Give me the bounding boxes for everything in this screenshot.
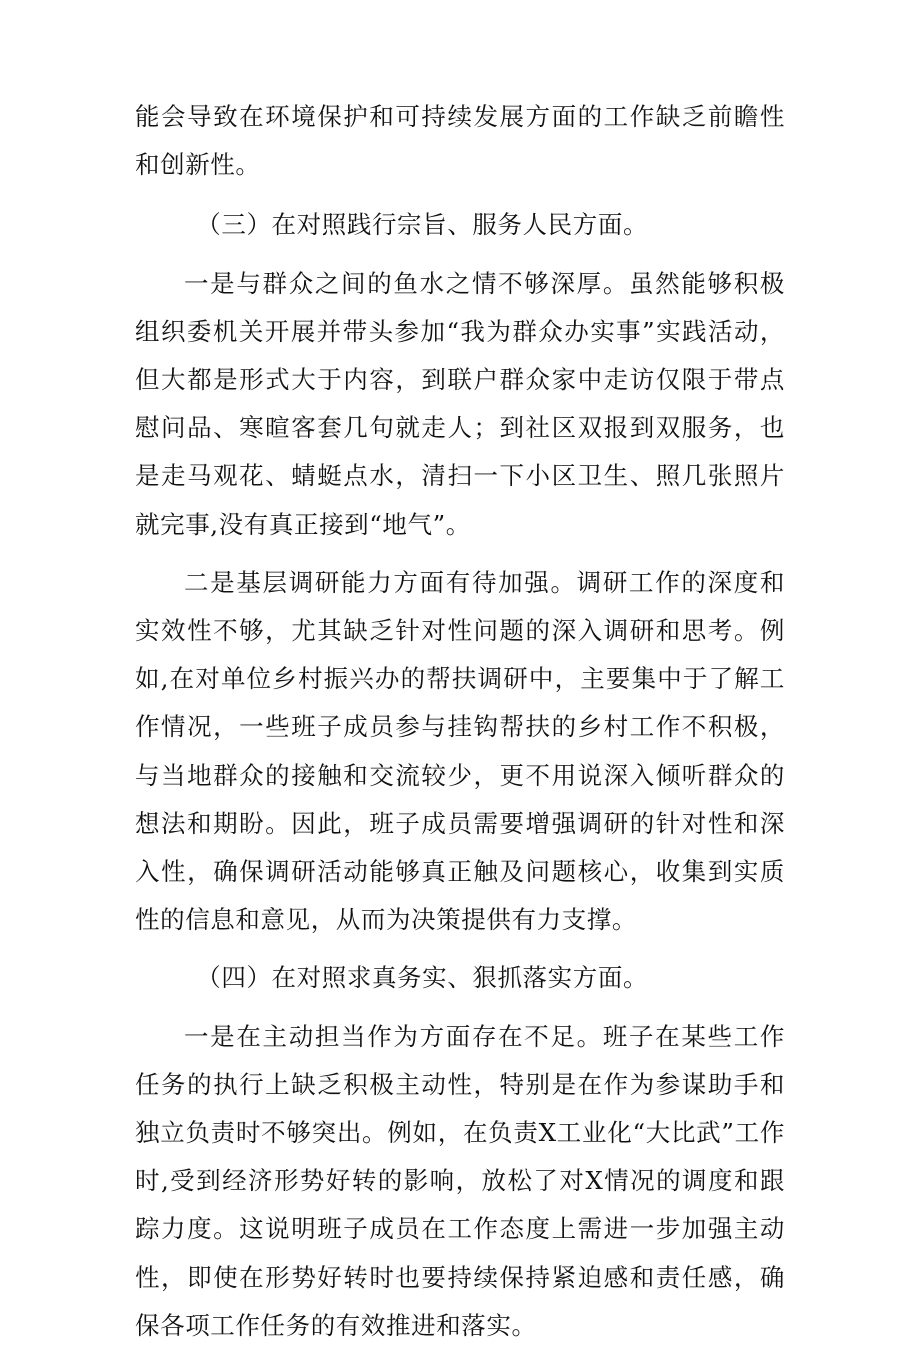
section-4-item-1: 一是在主动担当作为方面存在不足。班子在某些工作任务的执行上缺乏积极主动性，特别是在作为参谋助手和独立负责时不够突出。例如，在负责X工业化“大比武”工作时,受到经济形势好转的影响，放松了对X情况的调度和跟踪力度。这说明班子成员在工作态度上需进一步加强主动性，即使在形势好转时也要持续保持紧迫感和责任感，确保各项工作任务的有效推进和落实。 xyxy=(135,1021,785,1340)
section-3-item-2: 二是基层调研能力方面有待加强。调研工作的深度和实效性不够，尤其缺乏针对性问题的深入调研和思考。例如,在对单位乡村振兴办的帮扶调研中，主要集中于了解工作情况，一些班子成员参与挂钩帮扶的乡村工作不积极，与当地群众的接触和交流较少，更不用说深入倾听群众的想法和期盼。因此，班子成员需要增强调研的针对性和深入性，确保调研活动能够真正触及问题核心，收集到实质性的信息和意见，从而为决策提供有力支撑。 xyxy=(135,567,785,935)
continuation-paragraph: 能会导致在环境保护和可持续发展方面的工作缺乏前瞻性和创新性。 xyxy=(135,102,785,180)
section-4-heading: （四）在对照求真务实、狠抓落实方面。 xyxy=(196,963,649,993)
section-3-heading: （三）在对照践行宗旨、服务人民方面。 xyxy=(196,210,649,240)
section-3-item-1: 一是与群众之间的鱼水之情不够深厚。虽然能够积极组织委机关开展并带头参加“我为群众办实事”实践活动，但大都是形式大于内容，到联户群众家中走访仅限于带点慰问品、寒暄客套几句就走人；到社区双报到双服务，也是走马观花、蜻蜓点水，清扫一下小区卫生、照几张照片就完事,没有真正接到“地气”。 xyxy=(135,268,785,539)
document-page xyxy=(135,93,785,1350)
